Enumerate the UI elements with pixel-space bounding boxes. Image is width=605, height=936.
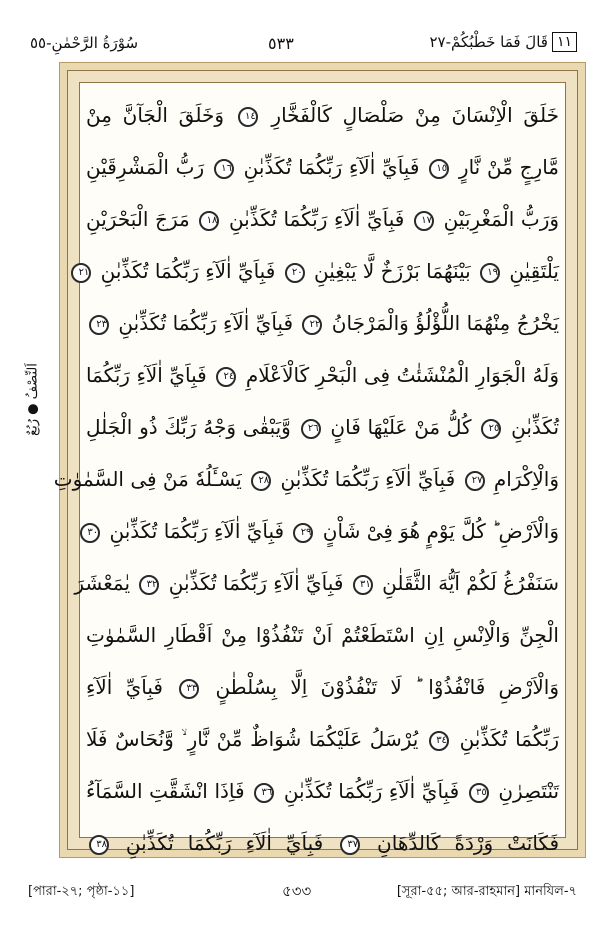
ayah-number-marker: ٢٣: [89, 315, 109, 335]
ayah-number-marker: ١٤: [238, 107, 258, 127]
ayah-number-marker: ٢٥: [481, 419, 501, 439]
verse-text: تُكَذِّبٰنِ: [511, 415, 560, 439]
ayah-number-marker: ٢٩: [293, 523, 313, 543]
text-line: [86, 817, 559, 869]
text-line: [86, 193, 559, 245]
verse-text: وَالْاَرْضِ فَانْفُذُوْا ؕ لَا تَنْفُذُوْنَ اِلَّا بِسُلْطٰنٍ: [215, 675, 560, 699]
ayah-number-marker: ٢٠: [285, 263, 305, 283]
verse-text: كُلُّ مَنْ عَلَيْهَا فَانٍ: [330, 415, 472, 439]
margin-marker-text: اَلنِّصْفُ ● رُبُعٌ: [25, 363, 41, 436]
juz-number-badge: ١١: [552, 32, 577, 52]
quran-text: [53, 89, 560, 855]
ayah-number-marker: ٢٤: [216, 367, 236, 387]
page-header: [0, 30, 605, 60]
text-line: [86, 765, 559, 817]
verse-text: الْجِنِّ وَالْاِنْسِ اِنِ اسْتَطَعْتُمْ اَنْ تَنْفُذُوْا مِنْ اَقْطَارِ السَّمٰوٰتِ: [86, 623, 559, 647]
verse-text: فَبِاَيِّ اٰلَآءِ رَبِّكُمَا تُكَذِّبٰنِ: [109, 519, 285, 543]
verse-text: فَبِاَيِّ اٰلَآءِ رَبِّكُمَا تُكَذِّبٰنِ: [118, 311, 294, 335]
page-number-arabic: ٥٣٣: [268, 34, 294, 53]
verse-text: فَكَانَتْ وَرْدَةً كَالدِّهَانِ: [377, 831, 560, 855]
verse-text: يٰمَعْشَرَ: [74, 571, 131, 595]
verse-text: وَخَلَقَ الْجَآنَّ مِنْ: [86, 103, 224, 127]
verse-text: يَخْرُجُ مِنْهُمَا اللُّؤْلُؤُ وَالْمَرْجَانُ: [331, 311, 560, 335]
page-footer: [0, 876, 605, 904]
text-line: [86, 609, 559, 661]
verse-text: يَلْتَقِيٰنِ: [509, 259, 559, 283]
verse-text: فَبِاَيِّ اٰلَآءِ رَبِّكُمَا تُكَذِّبٰنِ: [283, 779, 460, 803]
text-line: [86, 141, 559, 193]
ayah-number-marker: ٣٦: [254, 783, 274, 803]
ayah-number-marker: ١٧: [414, 211, 434, 231]
verse-text: فَبِاَيِّ اٰلَآءِ: [86, 675, 163, 699]
verse-text: فَبِاَيِّ اٰلَآءِ رَبِّكُمَا: [86, 363, 207, 387]
verse-text: وَّيَبْقٰى وَجْهُ رَبِّكَ ذُو الْجَلٰلِ: [86, 415, 291, 439]
juz-label: [429, 32, 577, 52]
verse-text: يُرْسَلُ عَلَيْكُمَا شُوَاظٌ مِّنْ نَّارٍ ۙ وَّنُحَاسٌ فَلَا: [86, 727, 419, 751]
ayah-number-marker: ٢٨: [251, 471, 271, 491]
ayah-number-marker: ١٥: [429, 159, 449, 179]
verse-text: خَلَقَ الْاِنْسَانَ مِنْ صَلْصَالٍ كَالْفَخَّارِ: [271, 103, 560, 127]
text-line: [74, 557, 559, 609]
verse-text: تَنْتَصِرٰنِ: [498, 779, 560, 803]
ayah-number-marker: ٣٨: [89, 835, 109, 855]
para-page-info: [পারা-২৭; পৃষ্ঠা-১১]: [28, 884, 135, 899]
verse-text: وَالْاِكْرَامِ: [493, 467, 559, 491]
text-line: [86, 661, 559, 713]
text-line: [86, 401, 559, 453]
verse-text: بَيْنَهُمَا بَرْزَخٌ لَّا يَبْغِيٰنِ: [314, 259, 471, 283]
verse-text: يَسْـَٔلُهٗ مَنْ فِى السَّمٰوٰتِ: [53, 467, 242, 491]
page-number-bengali: ৫৩৩: [282, 882, 312, 900]
verse-text: فَبِاَيِّ اٰلَآءِ رَبِّكُمَا تُكَذِّبٰنِ: [125, 831, 324, 855]
verse-text: وَرَبُّ الْمَغْرِبَيْنِ: [443, 207, 560, 231]
surah-title: سُوْرَةُ الرَّحْمٰنِ-٥٥: [30, 34, 139, 52]
text-line: [86, 349, 559, 401]
margin-marker: [20, 350, 46, 460]
ayah-number-marker: ١٨: [199, 211, 219, 231]
text-line: [53, 453, 559, 505]
verse-text: وَالْاَرْضِ ؕ كُلَّ يَوْمٍ هُوَ فِىْ شَاْنٍ: [322, 519, 559, 543]
ayah-number-marker: ٢٢: [302, 315, 322, 335]
verse-text: فَبِاَيِّ اٰلَآءِ رَبِّكُمَا تُكَذِّبٰنِ: [228, 207, 405, 231]
verse-text: وَلَهُ الْجَوَارِ الْمُنْشَئٰتُ فِى الْبَحْرِ كَالْاَعْلَامِ: [245, 363, 560, 387]
ayah-number-marker: ٣٤: [429, 731, 449, 751]
text-line: [78, 245, 559, 297]
ayah-number-marker: ٣٥: [469, 783, 489, 803]
ayah-number-marker: ٣٧: [340, 835, 360, 855]
text-line: [86, 89, 559, 141]
verse-text: فَاِذَا انْشَقَّتِ السَّمَآءُ: [86, 779, 245, 803]
verse-text: فَبِاَيِّ اٰلَآءِ رَبِّكُمَا تُكَذِّبٰنِ: [280, 467, 456, 491]
verse-text: مَّارِجٍ مِّنْ نَّارٍ: [458, 155, 560, 179]
verse-text: رَبُّ الْمَشْرِقَيْنِ: [86, 155, 205, 179]
text-line: [86, 713, 559, 765]
text-line: [86, 297, 559, 349]
text-line: [86, 505, 559, 557]
verse-text: فَبِاَيِّ اٰلَآءِ رَبِّكُمَا تُكَذِّبٰنِ: [100, 259, 276, 283]
ayah-number-marker: ٣٣: [179, 679, 199, 699]
ayah-number-marker: ٢١: [71, 263, 91, 283]
ayah-number-marker: ١٦: [214, 159, 234, 179]
ayah-number-marker: ٢٧: [465, 471, 485, 491]
juz-title: قَالَ فَمَا خَطْبُكُمْ-٢٧: [429, 33, 548, 51]
verse-text: سَنَفْرُغُ لَكُمْ اَيُّهَ الثَّقَلٰنِ: [382, 571, 559, 595]
verse-text: فَبِاَيِّ اٰلَآءِ رَبِّكُمَا تُكَذِّبٰنِ: [168, 571, 344, 595]
ayah-number-marker: ٣٠: [80, 523, 100, 543]
verse-text: فَبِاَيِّ اٰلَآءِ رَبِّكُمَا تُكَذِّبٰنِ: [243, 155, 420, 179]
ayah-number-marker: ٢٦: [301, 419, 321, 439]
ayah-number-marker: ٣٢: [139, 575, 159, 595]
text-panel: [53, 82, 566, 855]
surah-manzil-info: [সূরা-৫৫; আর-রাহমান] মানযিল-৭: [396, 884, 577, 899]
verse-text: مَرَجَ الْبَحْرَيْنِ: [86, 207, 190, 231]
verse-text: رَبِّكُمَا تُكَذِّبٰنِ: [459, 727, 560, 751]
ayah-number-marker: ١٩: [480, 263, 500, 283]
ayah-number-marker: ٣١: [353, 575, 373, 595]
frame-border: [53, 70, 578, 855]
page-frame: [53, 62, 586, 858]
